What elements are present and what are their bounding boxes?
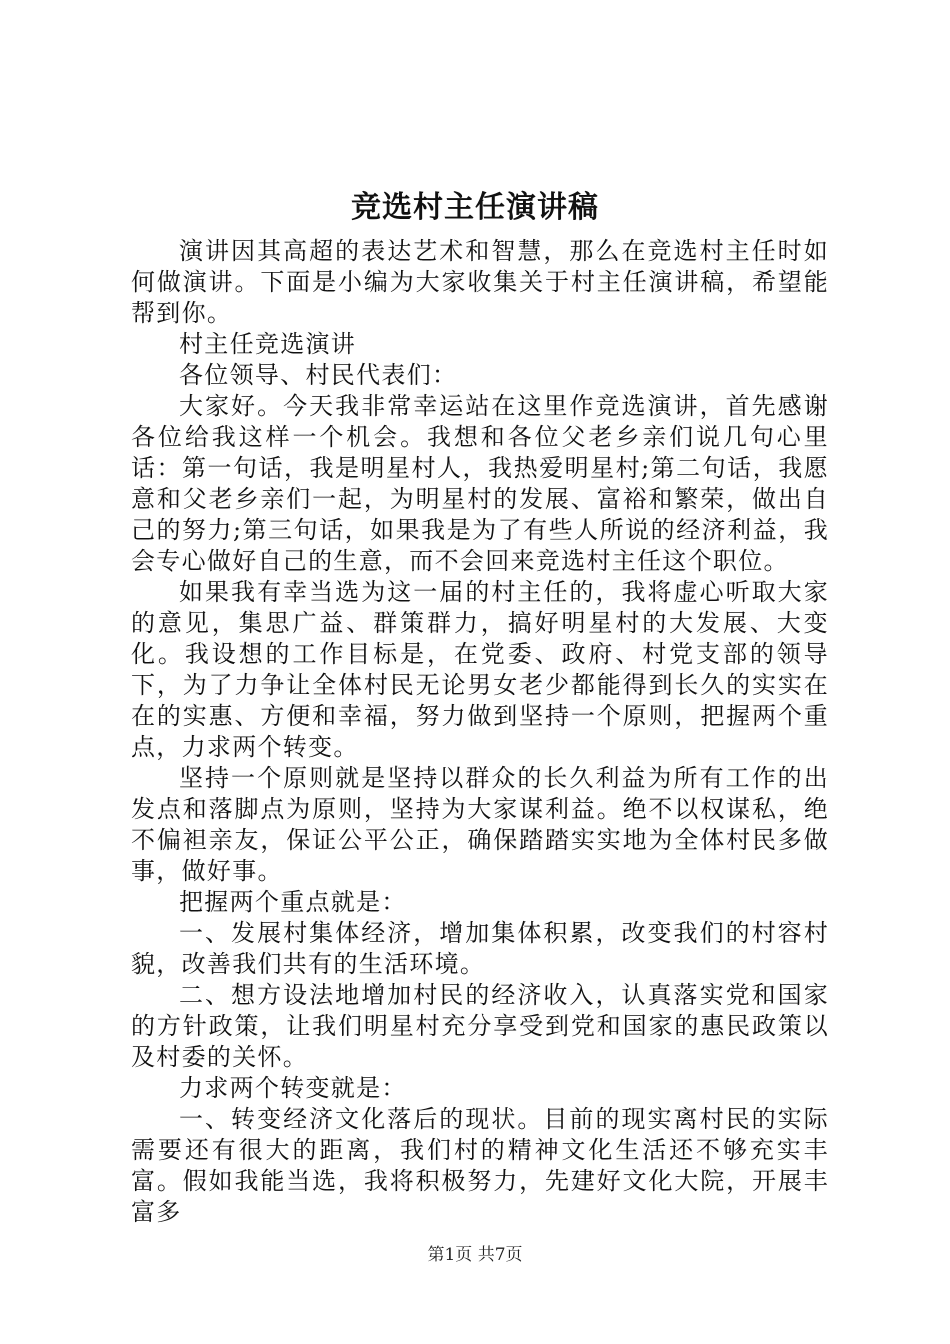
document-title: 竞选村主任演讲稿 [351, 190, 599, 225]
paragraph-changes-heading: 力求两个转变就是： [179, 1074, 407, 1102]
paragraph-change-1: 一、转变经济文化落后的现状。目前的现实离村民的实际需要还有很大的距离，我们村的精神文化生活还不够充实丰富。假如我能当选，我将积极努力，先建好文化大院，开展丰富多 [131, 1105, 829, 1226]
paragraph-salutation: 各位领导、村民代表们： [179, 361, 458, 389]
paragraph-intro: 演讲因其高超的表达艺术和智慧，那么在竞选村主任时如何做演讲。下面是小编为大家收集关于村主任演讲稿，希望能帮到你。 [131, 237, 829, 327]
paragraph-goals: 如果我有幸当选为这一届的村主任的，我将虚心听取大家的意见，集思广益、群策群力，搞好明星村的大发展、大变化。我设想的工作目标是，在党委、政府、村党支部的领导下，为了力争让全体村民无论男女老少都能得到长久的实实在在的实惠、方便和幸福，努力做到坚持一个原则，把握两个重点，力求两个转变。 [131, 578, 829, 761]
page-footer: 第1页 共7页 [427, 1245, 523, 1265]
paragraph-greeting: 大家好。今天我非常幸运站在这里作竞选演讲，首先感谢各位给我这样一个机会。我想和各位父老乡亲们说几句心里话：第一句话，我是明星村人，我热爱明星村;第二句话，我愿意和父老乡亲们一起，为明星村的发展、富裕和繁荣，做出自己的努力;第三句话，如果我是为了有些人所说的经济利益，我会专心做好自己的生意，而不会回来竞选村主任这个职位。 [131, 392, 829, 575]
document-body [131, 236, 829, 1228]
paragraph-key-point-2: 二、想方设法地增加村民的经济收入，认真落实党和国家的方针政策，让我们明星村充分享受到党和国家的惠民政策以及村委的关怀。 [131, 981, 829, 1071]
paragraph-key-points-heading: 把握两个重点就是： [179, 888, 407, 916]
paragraph-key-point-1: 一、发展村集体经济，增加集体积累，改变我们的村容村貌，改善我们共有的生活环境。 [131, 919, 829, 978]
paragraph-subtitle: 村主任竞选演讲 [179, 330, 357, 358]
paragraph-principle: 坚持一个原则就是坚持以群众的长久利益为所有工作的出发点和落脚点为原则，坚持为大家谋利益。绝不以权谋私，绝不偏袒亲友，保证公平公正，确保踏踏实实地为全体村民多做事，做好事。 [131, 764, 829, 885]
